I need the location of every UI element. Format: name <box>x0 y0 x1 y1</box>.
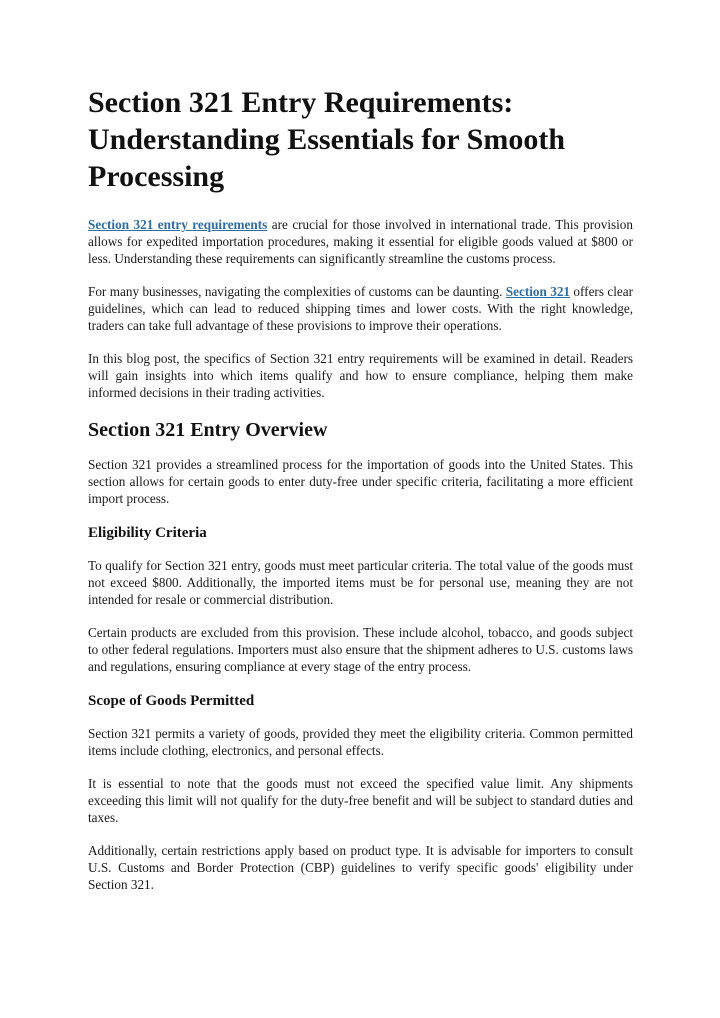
eligibility-heading: Eligibility Criteria <box>88 525 207 541</box>
scope-paragraph-2: It is essential to note that the goods must not exceed the specified value limit. Any shipments exceeding this limit will not qualify for the duty-free benefit and will be subject to standard duties and taxes. <box>88 776 633 825</box>
intro-paragraph-3: In this blog post, the specifics of Section 321 entry requirements will be examined in detail. Readers will gain insights into which items qualify and how to ensure compliance, helping them make informed decisions in their trading activities. <box>88 351 633 400</box>
section-321-requirements-link[interactable]: Section 321 entry requirements <box>88 217 268 232</box>
document-page <box>88 84 633 909</box>
intro-paragraph-2-text-after: offers clear guidelines, which can lead to reduced shipping times and lower costs. With the right knowledge, traders can take full advantage of these provisions to improve their operations. <box>88 284 633 333</box>
overview-heading: Section 321 Entry Overview <box>88 419 328 441</box>
section-321-link[interactable]: Section 321 <box>505 284 571 299</box>
eligibility-paragraph-2: Certain products are excluded from this provision. These include alcohol, tobacco, and goods subject to other federal regulations. Importers must also ensure that the shipment adheres to U.S. customs laws and regulations, ensuring compliance at every stage of the entry process. <box>88 625 633 674</box>
scope-paragraph-1: Section 321 permits a variety of goods, provided they meet the eligibility criteria. Common permitted items include clothing, electronics, and personal effects. <box>88 726 633 758</box>
eligibility-paragraph-1: To qualify for Section 321 entry, goods must meet particular criteria. The total value of the goods must not exceed $800. Additionally, the imported items must be for personal use, meaning they are not intended for resale or commercial distribution. <box>88 558 633 607</box>
overview-paragraph-1: Section 321 provides a streamlined process for the importation of goods into the United States. This section allows for certain goods to enter duty-free under specific criteria, facilitating a more efficient import process. <box>88 457 633 506</box>
intro-paragraph-2-text-before: For many businesses, navigating the complexities of customs can be daunting. <box>88 284 506 299</box>
scope-heading: Scope of Goods Permitted <box>88 693 255 709</box>
intro-paragraph-2 <box>88 283 633 334</box>
intro-paragraph-1-text: are crucial for those involved in international trade. This provision allows for expedited importation procedures, making it essential for eligible goods valued at $800 or less. Understanding these requirements can significantly streamline the customs process. <box>88 217 633 266</box>
scope-paragraph-3: Additionally, certain restrictions apply based on product type. It is advisable for importers to consult U.S. Customs and Border Protection (CBP) guidelines to verify specific goods' eligibility under Section 321. <box>88 843 633 892</box>
page-title: Section 321 Entry Requirements: Understanding Essentials for Smooth Processing <box>88 86 566 193</box>
intro-paragraph-1 <box>88 216 633 267</box>
